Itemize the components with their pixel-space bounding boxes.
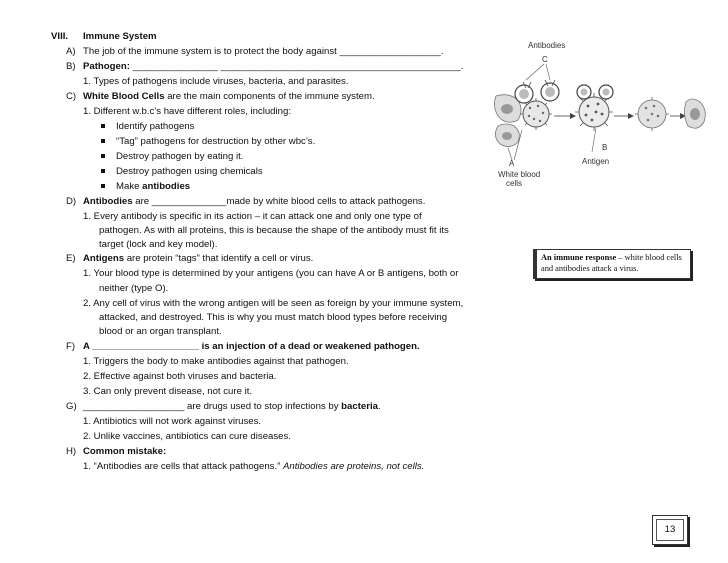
item-h-text: Common mistake: <box>83 446 167 457</box>
figure-caption: An immune response – white blood cells and antibodies attack a virus. <box>533 249 691 279</box>
bullet-icon <box>101 184 105 188</box>
item-d-label: D) <box>66 196 77 207</box>
item-e-sub-1: 1. Your blood type is determined by your antigens (you can have A or B antigens, both or <box>83 268 459 279</box>
item-g-text: ___________________ are drugs used to stop infections by bacteria. <box>83 401 381 412</box>
label-a: A <box>509 159 515 168</box>
item-f-sub-1: 1. Triggers the body to make antibodies against that pathogen. <box>83 356 349 367</box>
item-h-sub-1: 1. “Antibodies are cells that attack pathogens.” Antibodies are proteins, not cells. <box>83 461 425 472</box>
label-c: C <box>542 55 548 64</box>
item-c-text: White Blood Cells are the main components of the immune system. <box>83 91 375 102</box>
item-e-sub-2: 2. Any cell of virus with the wrong antigen will be seen as foreign by your immune system, <box>83 298 464 309</box>
item-b-text: Pathogen: ________________ _____________________________________________. <box>83 61 464 72</box>
label-b: B <box>602 143 608 152</box>
item-e-sub-1-cont: neither (type O). <box>99 283 169 294</box>
item-d-sub-1: 1. Every antibody is specific in its action – it can attack one and only one type of <box>83 211 422 222</box>
item-g-sub-2: 2. Unlike vaccines, antibiotics can cure diseases. <box>83 431 291 442</box>
bullet-icon <box>101 169 105 173</box>
item-a-label: A) <box>66 46 76 57</box>
label-antibodies: Antibodies <box>528 41 566 50</box>
item-c-label: C) <box>66 91 77 102</box>
white-blood-cell-icon <box>495 124 519 147</box>
label-wbc-1: White blood <box>498 170 541 179</box>
list-item: Identify pathogens <box>116 121 195 132</box>
item-c-sub-1: 1. Different w.b.c’s have different roles, including: <box>83 106 291 117</box>
item-e-sub-2-cont: attacked, and destroyed. This is why you must match blood types before receiving <box>99 312 448 323</box>
immune-response-figure <box>488 36 708 196</box>
item-e-sub-2-cont: blood or an organ transplant. <box>99 326 222 337</box>
item-f-text: A ____________________ is an injection of a dead or weakened pathogen. <box>83 341 420 352</box>
item-g-label: G) <box>66 401 77 412</box>
item-e-label: E) <box>66 253 76 264</box>
item-h-label: H) <box>66 446 77 457</box>
list-item: Destroy pathogen by eating it. <box>116 151 244 162</box>
item-d-sub-1-cont: pathogen. As with all proteins, this is because the shape of the antibody must fit its <box>99 225 449 236</box>
page-number-box <box>652 515 688 545</box>
section-number: VIII. <box>51 31 69 42</box>
item-d-sub-1-cont: target (lock and key model). <box>99 239 218 250</box>
white-blood-cell-icon <box>635 97 669 131</box>
item-e-text: Antigens are protein “tags” that identify a cell or virus. <box>83 253 314 264</box>
item-f-sub-2: 2. Effective against both viruses and bacteria. <box>83 371 277 382</box>
list-item: Make antibodies <box>116 181 191 192</box>
white-blood-cell-icon <box>684 99 705 128</box>
item-b-label: B) <box>66 61 76 72</box>
list-item: “Tag” pathogens for destruction by other wbc’s. <box>116 136 316 147</box>
item-f-label: F) <box>66 341 76 352</box>
bullet-icon <box>101 139 105 143</box>
item-a-text: The job of the immune system is to protect the body against ___________________. <box>83 46 444 57</box>
label-antigen: Antigen <box>582 157 610 166</box>
list-item: Destroy pathogen using chemicals <box>116 166 263 177</box>
bullet-icon <box>101 154 105 158</box>
label-wbc-2: cells <box>506 179 523 188</box>
item-d-text: Antibodies are ______________made by white blood cells to attack pathogens. <box>83 196 426 207</box>
antibody-cluster-icon <box>515 80 559 103</box>
item-g-sub-1: 1. Antibiotics will not work against viruses. <box>83 416 262 427</box>
item-b-sub-1: 1. Types of pathogens include viruses, bacteria, and parasites. <box>83 76 349 87</box>
immune-diagram <box>488 36 708 196</box>
page-number: 13 <box>656 519 684 541</box>
section-title: Immune System <box>83 31 157 42</box>
item-f-sub-3: 3. Can only prevent disease, not cure it. <box>83 386 253 397</box>
bullet-icon <box>101 124 105 128</box>
